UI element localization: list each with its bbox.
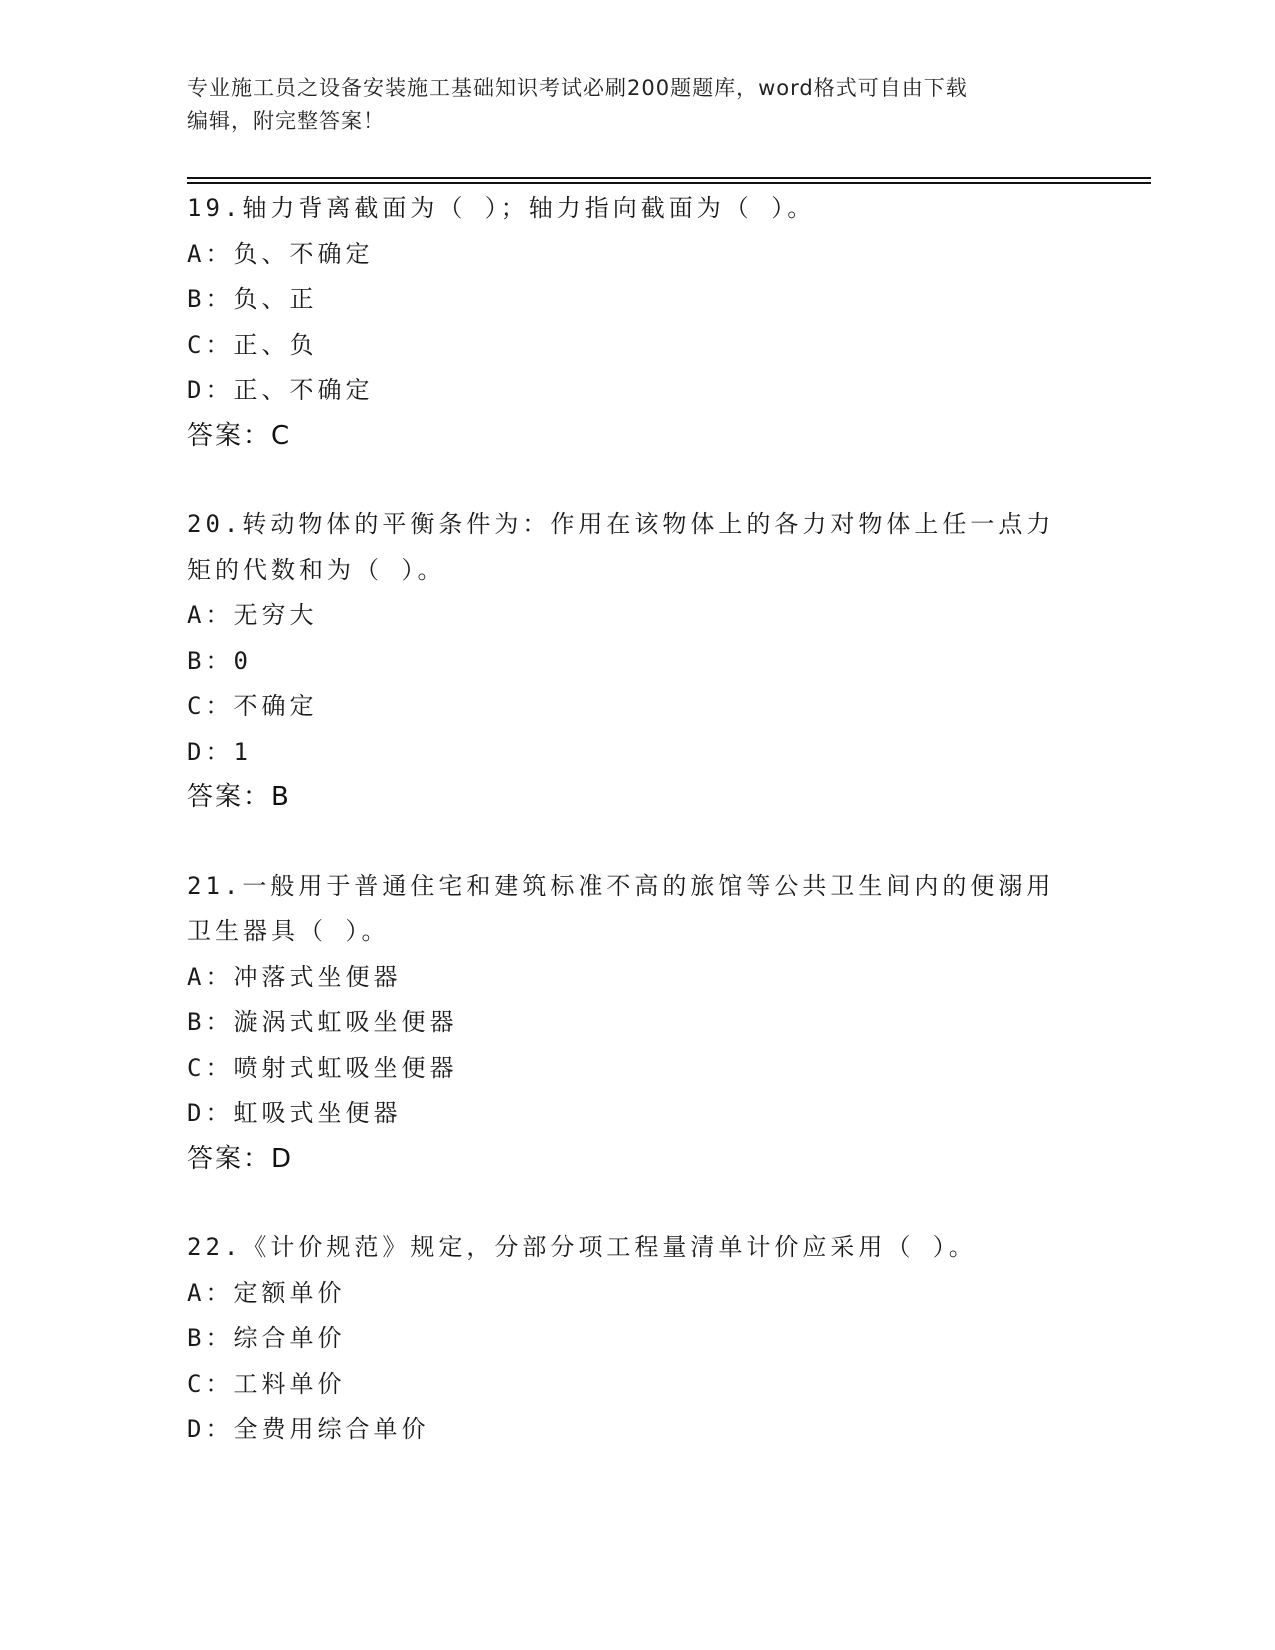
option-d: D：虹吸式坐便器 [187, 1099, 402, 1127]
option-c: C：喷射式虹吸坐便器 [187, 1053, 458, 1082]
option-c: C：工料单价 [187, 1369, 346, 1398]
option-d: D：正、不确定 [187, 376, 374, 404]
option-d: D：全费用综合单价 [187, 1415, 430, 1443]
option-a: A：无穷大 [187, 601, 318, 629]
answer-line: 答案：B [187, 782, 291, 812]
header-divider-bottom [187, 182, 1151, 184]
answer-line: 答案：C [187, 420, 292, 451]
option-a: A：冲落式坐便器 [187, 962, 402, 991]
option-c: C：正、负 [187, 330, 318, 359]
question-stem [187, 864, 1087, 955]
question-list [187, 186, 1087, 1496]
question-20 [187, 502, 1087, 821]
option-b: B：综合单价 [187, 1324, 346, 1352]
header-divider-top [187, 177, 1151, 179]
document-header [187, 72, 1087, 138]
option-c: C：不确定 [187, 692, 318, 720]
stem-line: 19.轴力背离截面为（ ）；轴力指向截面为（ ）。 [187, 194, 816, 222]
question-stem [187, 186, 1087, 232]
option-a: A：负、不确定 [187, 239, 374, 268]
option-a: A：定额单价 [187, 1278, 346, 1307]
question-21 [187, 864, 1087, 1183]
option-b: B：漩涡式虹吸坐便器 [187, 1008, 458, 1036]
question-stem [187, 1225, 1087, 1271]
stem-line: 卫生器具（ ）。 [187, 917, 390, 945]
question-19 [187, 186, 1087, 459]
header-line-2: 编辑，附完整答案！ [187, 109, 385, 133]
stem-line: 20.转动物体的平衡条件为：作用在该物体上的各力对物体上任一点力 [187, 510, 1055, 538]
answer-line: 答案：D [187, 1143, 294, 1174]
stem-line: 21.一般用于普通住宅和建筑标准不高的旅馆等公共卫生间内的便溺用 [187, 871, 1055, 900]
option-b: B：负、正 [187, 285, 318, 313]
header-line-1: 专业施工员之设备安装施工基础知识考试必刷200题题库，word格式可自由下载 [187, 76, 968, 100]
stem-line: 22.《计价规范》规定，分部分项工程量清单计价应采用（ ）。 [187, 1233, 977, 1261]
option-d: D：1 [187, 737, 252, 766]
question-22 [187, 1225, 1087, 1453]
option-b: B：0 [187, 646, 252, 675]
stem-line: 矩的代数和为（ ）。 [187, 555, 446, 584]
question-stem [187, 502, 1087, 593]
